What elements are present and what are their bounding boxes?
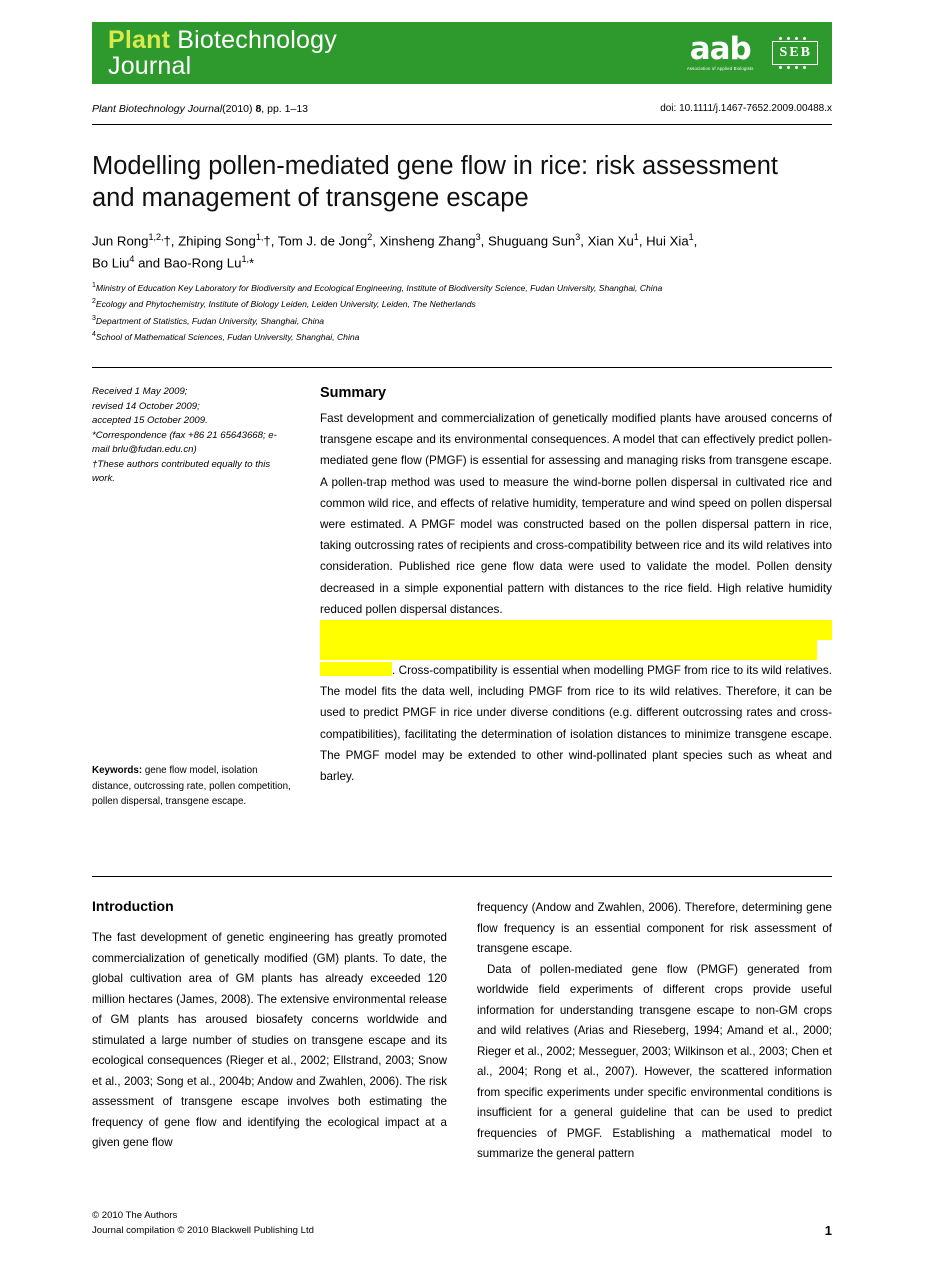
page-number: 1 [824,1223,832,1238]
citation-pages: , pp. 1–13 [261,103,309,115]
journal-masthead [92,22,832,84]
keywords-block [92,763,292,810]
rule-bottom [92,876,832,877]
accepted-date: accepted 15 October 2009. [92,415,208,426]
copyright-line-1: © 2010 The Authors [92,1210,178,1221]
page-title: Modelling pollen-mediated gene flow in rice: risk assessment and management of transgene escape [92,152,778,212]
affiliation-item: $^3$Department of Statistics, Fudan University, Shanghai, China [92,314,325,326]
summary-highlight-line-2 [320,640,817,660]
aab-logo-text: aab [689,31,751,68]
doi-text: doi: 10.1111/j.1467-7652.2009.00488.x [660,103,832,114]
keywords-text: gene flow model, isolation distance, outcrossing rate, pollen competition, pollen dispersal, transgene escape. [92,765,291,807]
citation-rest: (2010) [222,103,256,115]
affiliation-item: $^4$School of Mathematical Sciences, Fudan University, Shanghai, China [92,331,360,342]
affiliation-item: $^1$Ministry of Education Key Laboratory for Biodiversity and Ecological Engineering, Institute of Biodiversity Science, Fudan University, Shanghai, China [92,282,663,293]
citation-volume: 8 [255,103,262,115]
masthead-title [92,27,337,79]
body-column-left [92,898,447,1154]
masthead-title-line2: Journal [108,52,192,80]
summary-highlight-line-3 [320,662,392,676]
affiliation-item: $^2$Ecology and Phytochemistry, Institute of Biology Leiden, Leiden University, Leiden, The Netherlands [92,298,476,310]
summary-text [320,408,832,787]
masthead-title-plant: Plant [108,26,171,54]
body-column-right [477,898,832,1165]
citation-journal: Plant Biotechnology Journal [92,103,223,115]
summary-highlight-line-1 [320,620,832,640]
aab-logo-subtitle: Association of Applied Biologists [686,66,754,72]
paragraph: frequency (Andow and Zwahlen, 2006). Therefore, determining gene flow frequency is an essential component for risk assessment of transgene escape. [477,901,832,955]
revised-date: revised 14 October 2009; [92,400,200,412]
affiliation-list [92,279,832,344]
equal-contribution-note: †These authors contributed equally to this work. [92,458,271,484]
summary-part-1: Fast development and commercialization of genetically modified plants have aroused concerns of transgene escape and its environmental consequences. A model that can effectively predict pollen-mediated gene flow (PMGF) is essential for assessing and managing risks from transgene escape. A pollen-trap method was used to measure the wind-borne pollen dispersal in cultivated rice and common wild rice, and effects of relative humidity, temperature and wind speed on pollen dispersal were estimated. A PMGF model was constructed based on the pollen dispersal pattern in rice, taking outcrossing rates of recipients and cross-compatibility between rice and its wild relatives into consideration. Published rice gene flow data were used to validate the model. Pollen density decreased in a simple exponential pattern with distances to the rice field. High relative humidity reduced pollen dispersal distances. [320,412,832,616]
section-heading-introduction: Introduction [92,898,174,914]
masthead-logos [686,31,832,72]
article-meta [92,385,292,487]
paragraph: The fast development of genetic engineering has greatly promoted commercialization of genetically modified (GM) plants. To date, the global cultivation area of GM plants has already exceeded 120 million hectares (James, 2008). The extensive environmental release of GM plants has aroused biosafety concerns worldwide and stimulated a large number of studies on transgene escape and its ecological consequences (Rieger et al., 2002; Ellstrand, 2003; Snow et al., 2003; Song et al., 2004b; Andow and Zwahlen, 2006). The risk assessment of transgene escape involves both estimating the frequency of gene flow and identifying the ecological impact at a given gene flow [92,931,447,1149]
keywords-label: Keywords: [92,765,143,776]
citation-left [92,103,308,115]
copyright-line-2: Journal compilation © 2010 Blackwell Publishing Ltd [92,1225,314,1236]
author-list: Jun Rong$^{1,2,}$†, Zhiping Song$^{1,}$†, Tom J. de Jong$^2$, Xinsheng Zhang$^3$, Shuguang Sun$^3$, Xian Xu$^1$, Hui Xia$^1$, Bo Liu$^4$ and Bao-Rong $Lu^{1,}*$ [92,232,698,271]
summary-part-2: . Cross-compatibility is essential when modelling PMGF from rice to its wild relatives. The model fits the data well, including PMGF from rice to its wild relatives. Therefore, it can be used to predict PMGF in rice under diverse conditions (e.g. different outcrossing rates and cross-compatibilities), facilitating the determination of isolation distances to minimize transgene escape. The PMGF model may be extended to other wind-pollinated plant species such as wheat and barley. [320,664,832,784]
received-date: Received 1 May 2009; [92,386,188,397]
rule-middle [92,367,832,368]
citation-row [92,103,832,115]
paragraph: Data of pollen-mediated gene flow (PMGF) generated from worldwide field experiments of different crops provide useful information for understanding transgene escape to non-GM crops and wild relatives (Arias and Rieseberg, 1994; Amand et al., 2000; Rieger et al., 2002; Messeguer, 2003; Wilkinson et al., 2003; Chen et al., 2004; Rong et al., 2007). However, the scattered information from specific experiments under specific environmental conditions is insufficient for a general guideline that can be used to predict frequencies of PMGF. Establishing a mathematical model to summarize the general pattern [477,962,832,1160]
page-footer [92,1208,832,1238]
summary-heading: Summary [320,385,387,401]
aab-logo-icon [686,31,754,72]
rule-top [92,124,832,125]
seb-logo-icon [772,41,818,65]
masthead-title-rest: Biotechnology [177,26,337,54]
correspondence-note: *Correspondence (fax +86 21 65643668; e-mail brlu@fudan.edu.cn) [92,429,277,455]
copyright-block [92,1208,314,1238]
seb-logo-text: SEB [779,44,812,60]
